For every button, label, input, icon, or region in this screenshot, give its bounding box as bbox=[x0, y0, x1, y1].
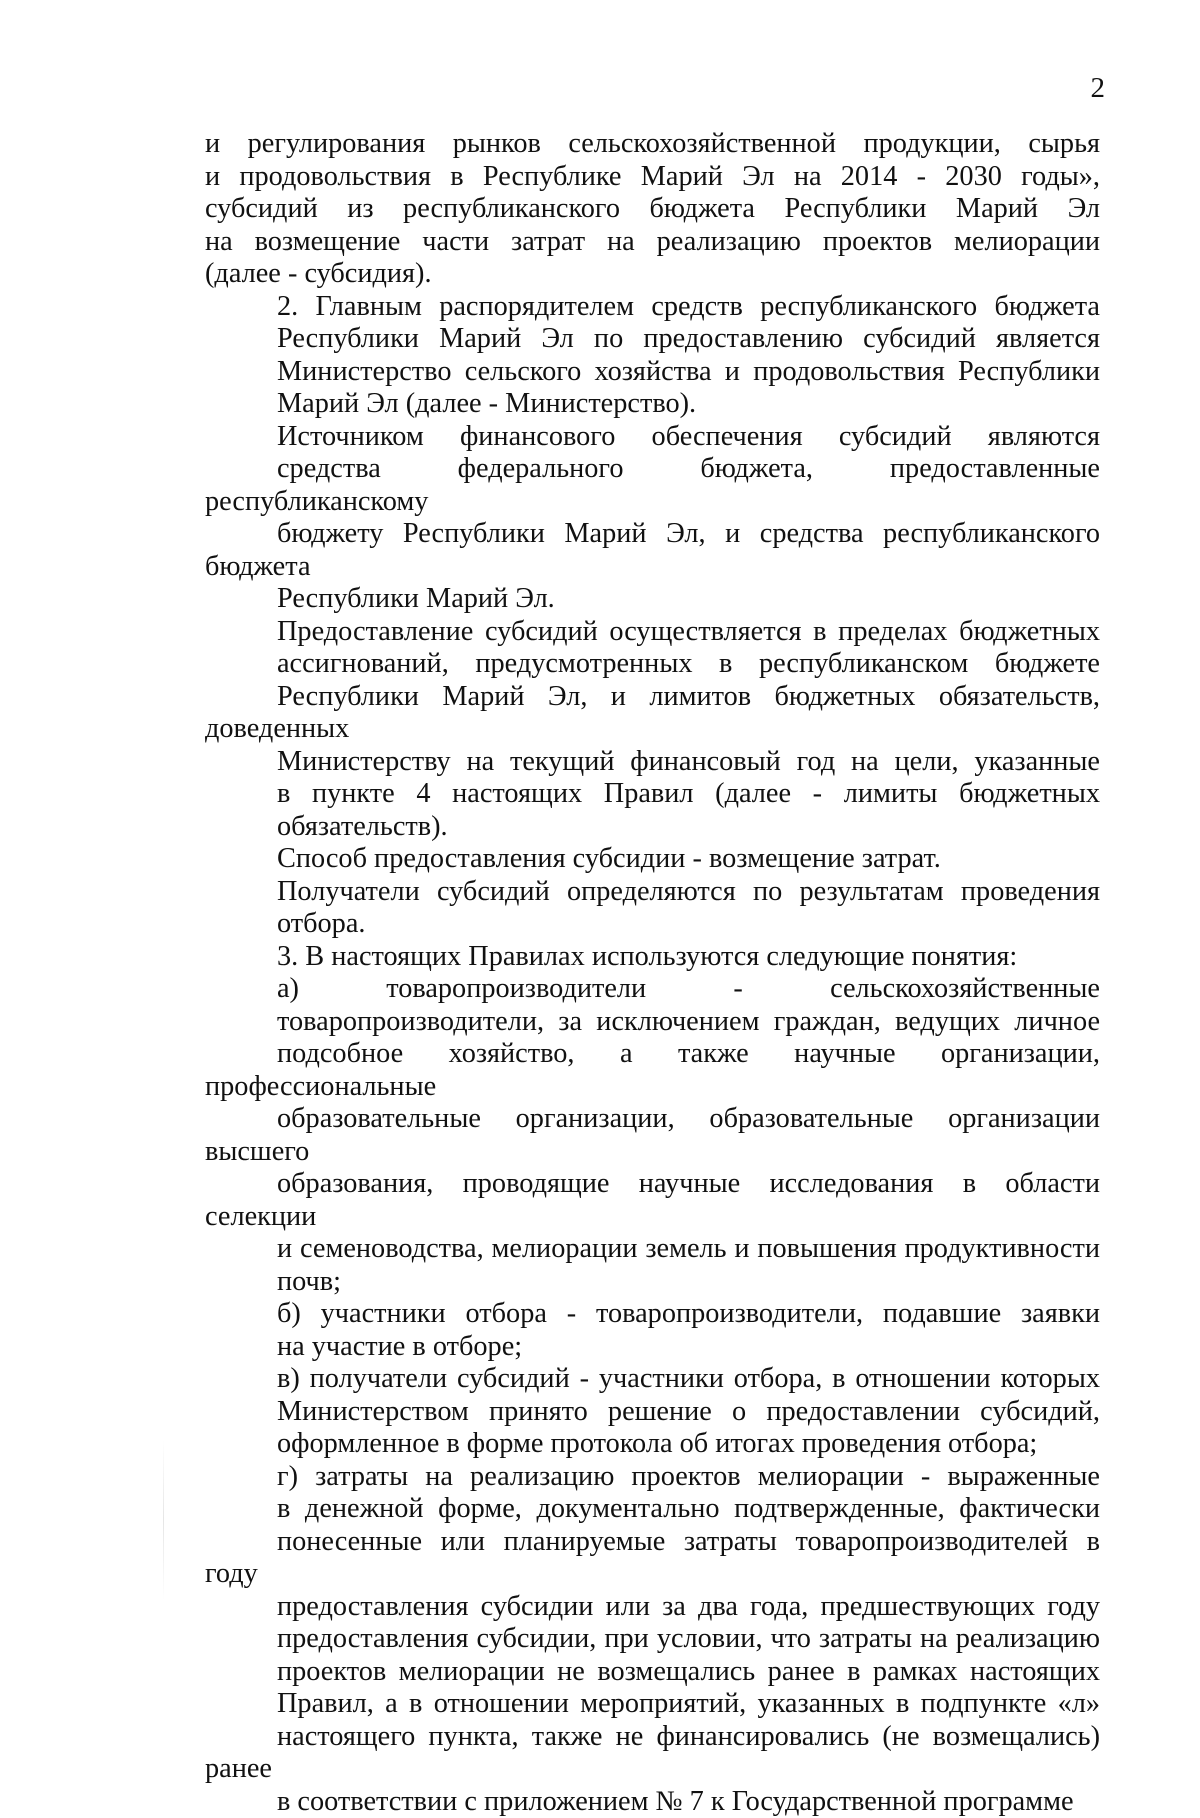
text-line: средства федерального бюджета, предоставленные республиканскому bbox=[205, 453, 1100, 518]
text-line: почв; bbox=[205, 1266, 1100, 1299]
paragraph bbox=[205, 1363, 1100, 1461]
text-line: Республики Марий Эл, и лимитов бюджетных обязательств, доведенных bbox=[205, 681, 1100, 746]
text-line: в пункте 4 настоящих Правил (далее - лимиты бюджетных bbox=[205, 778, 1100, 811]
paragraph bbox=[205, 1298, 1100, 1363]
text-line: Министерству на текущий финансовый год на цели, указанные bbox=[205, 746, 1100, 779]
paragraph bbox=[205, 616, 1100, 844]
paragraph bbox=[205, 843, 1100, 876]
text-line: Министерством принято решение о предоставлении субсидий, bbox=[205, 1396, 1100, 1429]
text-line: Способ предоставления субсидии - возмещение затрат. bbox=[205, 843, 1100, 876]
text-line: Марий Эл (далее - Министерство). bbox=[205, 388, 1100, 421]
paragraph bbox=[205, 1461, 1100, 1818]
text-line: Министерство сельского хозяйства и продовольствия Республики bbox=[205, 356, 1100, 389]
text-line: оформленное в форме протокола об итогах проведения отбора; bbox=[205, 1428, 1100, 1461]
text-line: проектов мелиорации не возмещались ранее в рамках настоящих bbox=[205, 1656, 1100, 1689]
text-line: и регулирования рынков сельскохозяйственной продукции, сырья bbox=[205, 128, 1100, 161]
text-line: образовательные организации, образовательные организации высшего bbox=[205, 1103, 1100, 1168]
text-line: Республики Марий Эл. bbox=[205, 583, 1100, 616]
text-line: предоставления субсидии, при условии, что затраты на реализацию bbox=[205, 1623, 1100, 1656]
paragraph bbox=[205, 876, 1100, 941]
text-line: на участие в отборе; bbox=[205, 1331, 1100, 1364]
text-line: понесенные или планируемые затраты товаропроизводителей в году bbox=[205, 1526, 1100, 1591]
paragraph bbox=[205, 421, 1100, 616]
text-line: в) получатели субсидий - участники отбора, в отношении которых bbox=[205, 1363, 1100, 1396]
text-line: предоставления субсидии или за два года, предшествующих году bbox=[205, 1591, 1100, 1624]
text-line: в денежной форме, документально подтвержденные, фактически bbox=[205, 1493, 1100, 1526]
text-line: 2. Главным распорядителем средств республиканского бюджета bbox=[205, 291, 1100, 324]
text-line: и продовольствия в Республике Марий Эл на 2014 - 2030 годы», bbox=[205, 161, 1100, 194]
text-line: подсобное хозяйство, а также научные организации, профессиональные bbox=[205, 1038, 1100, 1103]
text-line: Правил, а в отношении мероприятий, указанных в подпункте «л» bbox=[205, 1688, 1100, 1721]
text-line: товаропроизводители, за исключением граждан, ведущих личное bbox=[205, 1006, 1100, 1039]
text-line: 3. В настоящих Правилах используются следующие понятия: bbox=[205, 941, 1100, 974]
text-line: субсидий из республиканского бюджета Республики Марий Эл bbox=[205, 193, 1100, 226]
text-line: бюджету Республики Марий Эл, и средства республиканского бюджета bbox=[205, 518, 1100, 583]
text-line: г) затраты на реализацию проектов мелиорации - выраженные bbox=[205, 1461, 1100, 1494]
page-number: 2 bbox=[1091, 74, 1106, 103]
text-line: а) товаропроизводители - сельскохозяйственные bbox=[205, 973, 1100, 1006]
text-line: настоящего пункта, также не финансировались (не возмещались) ранее bbox=[205, 1721, 1100, 1786]
text-line: Получатели субсидий определяются по результатам проведения bbox=[205, 876, 1100, 909]
text-line: (далее - субсидия). bbox=[205, 258, 1100, 291]
paragraph bbox=[205, 128, 1100, 291]
text-line: отбора. bbox=[205, 908, 1100, 941]
text-line: Предоставление субсидий осуществляется в пределах бюджетных bbox=[205, 616, 1100, 649]
text-line: Источником финансового обеспечения субсидий являются bbox=[205, 421, 1100, 454]
scan-artifact bbox=[163, 1440, 164, 1600]
text-line: и семеноводства, мелиорации земель и повышения продуктивности bbox=[205, 1233, 1100, 1266]
text-line: в соответствии с приложением № 7 к Государственной программе bbox=[205, 1786, 1100, 1818]
text-line: на возмещение части затрат на реализацию проектов мелиорации bbox=[205, 226, 1100, 259]
document-body bbox=[205, 128, 1100, 1818]
text-line: образования, проводящие научные исследования в области селекции bbox=[205, 1168, 1100, 1233]
paragraph bbox=[205, 941, 1100, 974]
text-line: обязательств). bbox=[205, 811, 1100, 844]
text-line: ассигнований, предусмотренных в республиканском бюджете bbox=[205, 648, 1100, 681]
paragraph bbox=[205, 973, 1100, 1298]
text-line: Республики Марий Эл по предоставлению субсидий является bbox=[205, 323, 1100, 356]
text-line: б) участники отбора - товаропроизводители, подавшие заявки bbox=[205, 1298, 1100, 1331]
paragraph bbox=[205, 291, 1100, 421]
